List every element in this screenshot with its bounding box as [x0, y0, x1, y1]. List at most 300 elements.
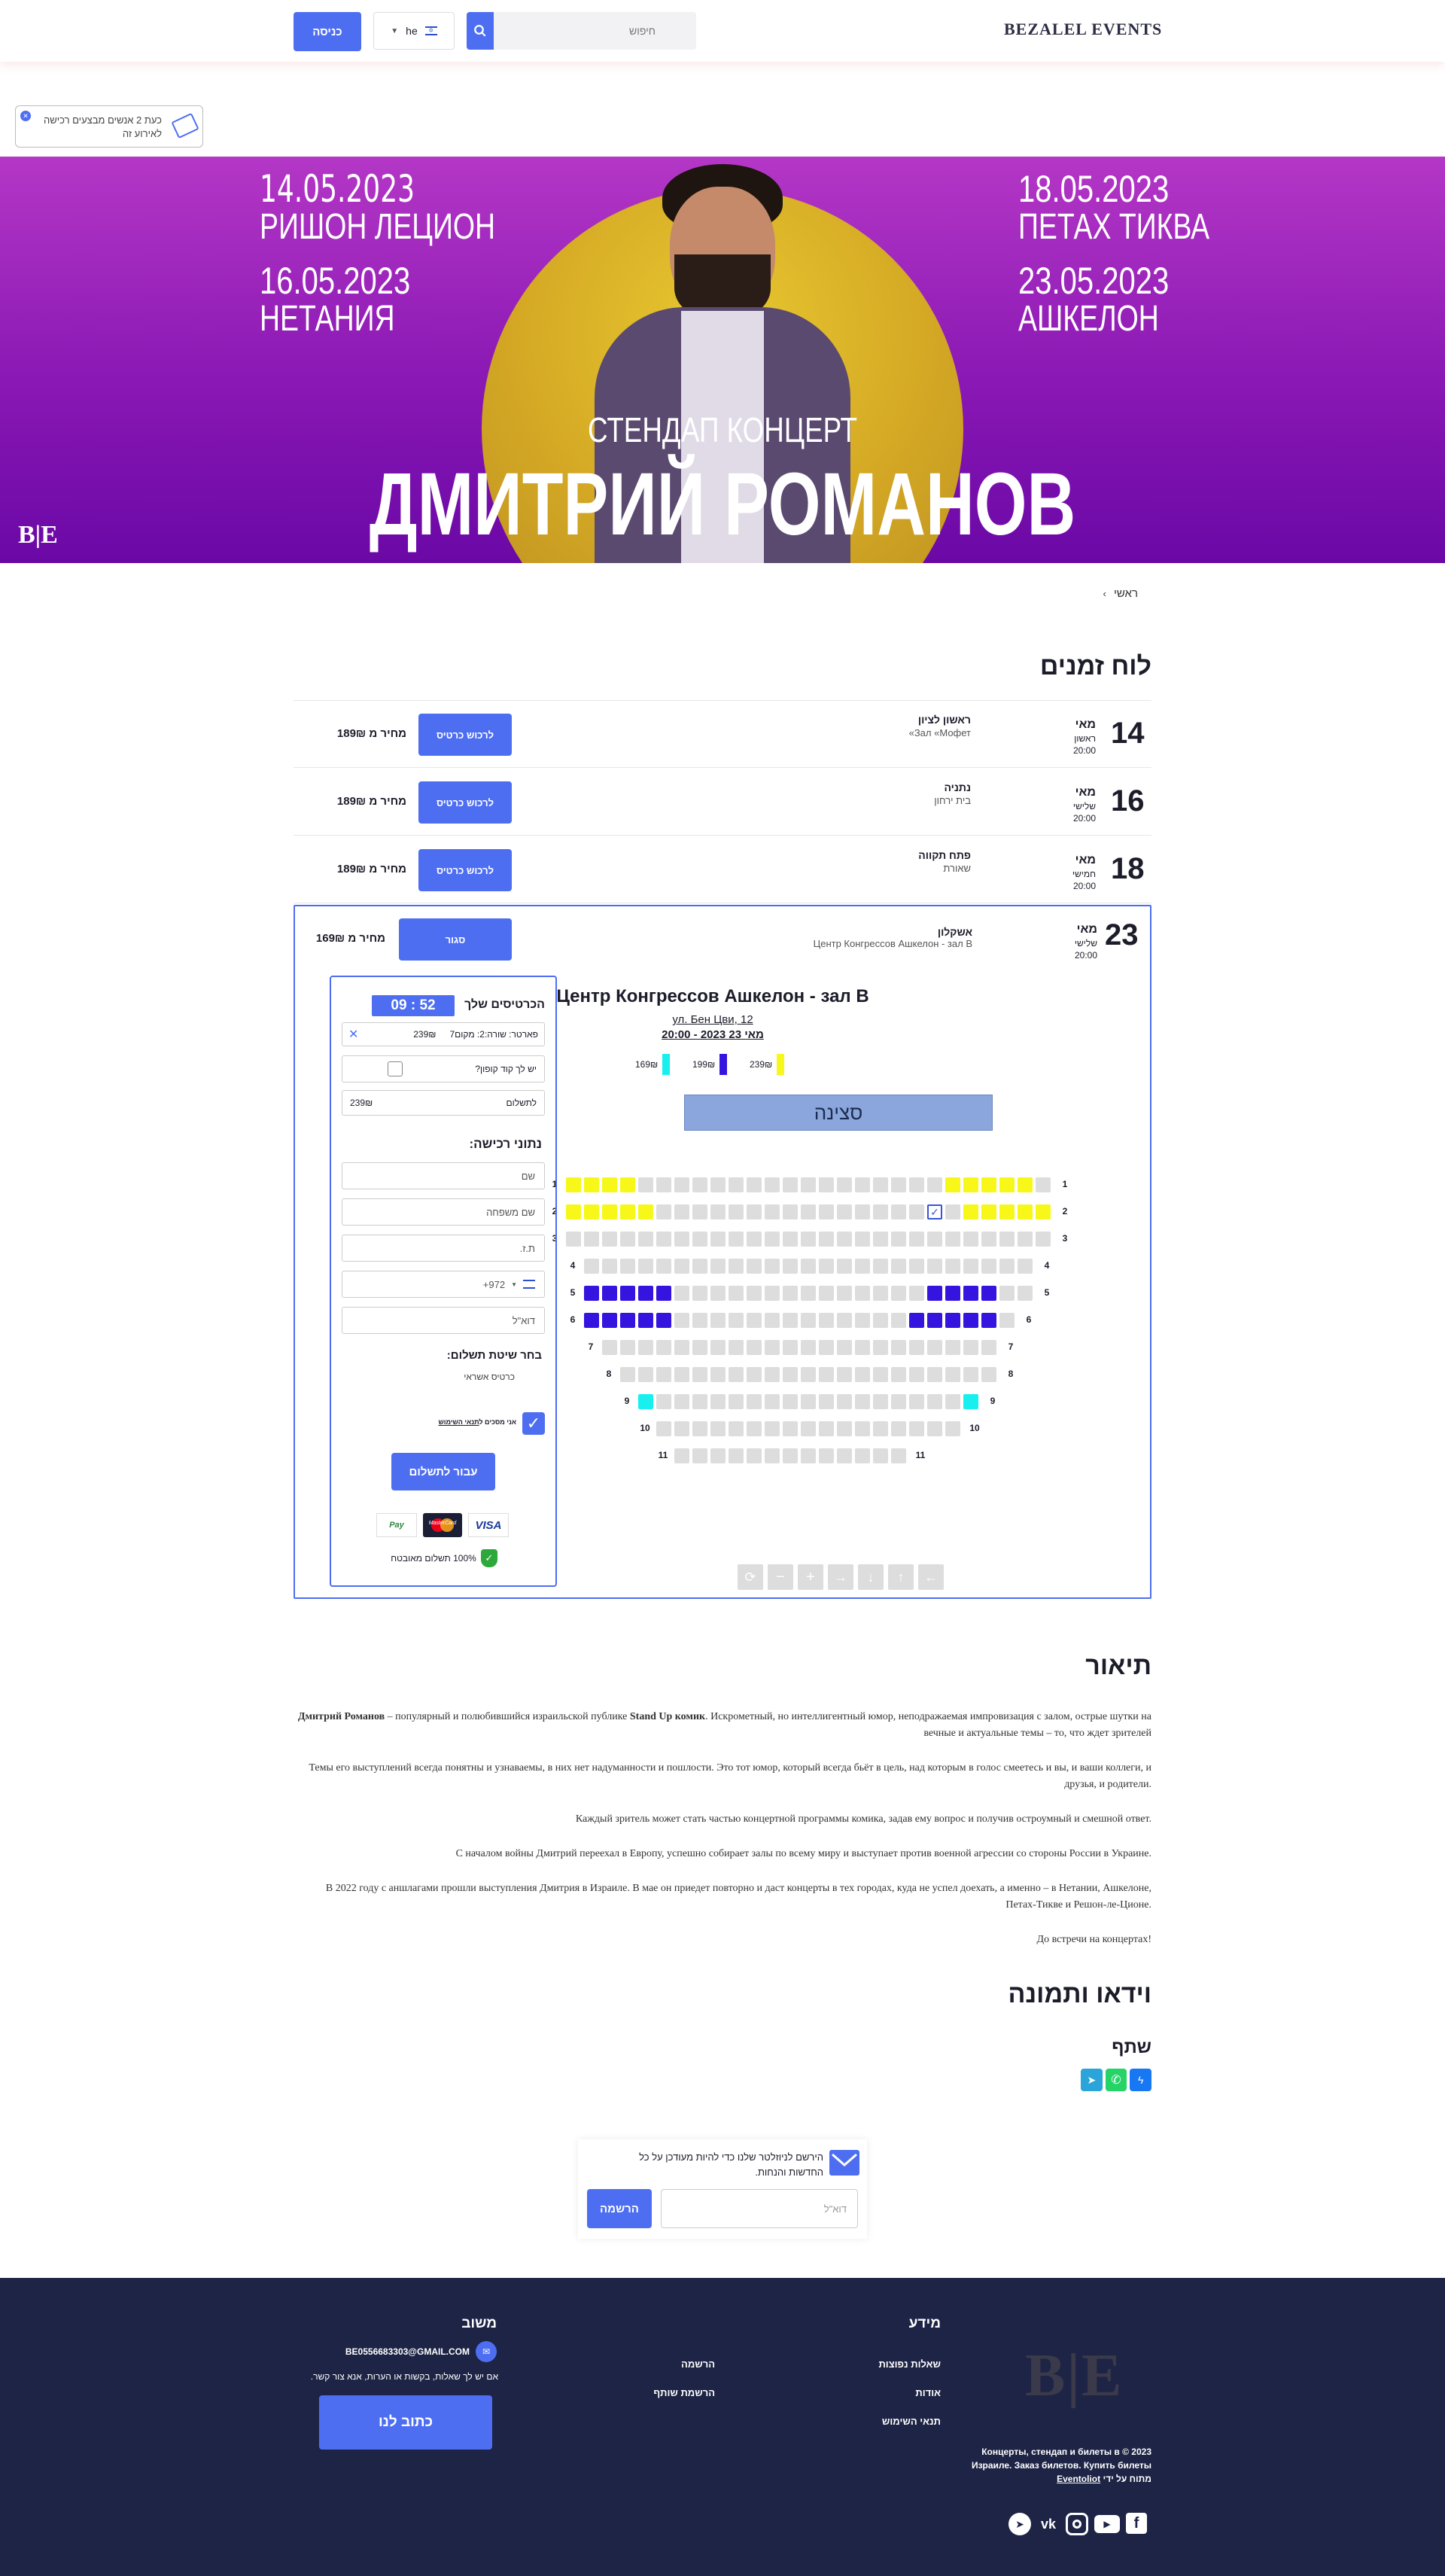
- seat[interactable]: [873, 1177, 888, 1192]
- seat[interactable]: [566, 1232, 581, 1247]
- seat[interactable]: [602, 1177, 617, 1192]
- seat[interactable]: [819, 1421, 834, 1436]
- seat[interactable]: [729, 1177, 744, 1192]
- seat[interactable]: [729, 1286, 744, 1301]
- seat[interactable]: [891, 1340, 906, 1355]
- seat[interactable]: [999, 1232, 1015, 1247]
- seat[interactable]: [620, 1367, 635, 1382]
- seat[interactable]: [855, 1421, 870, 1436]
- seat[interactable]: [638, 1259, 653, 1274]
- facebook-icon[interactable]: f: [1126, 2513, 1147, 2534]
- seat[interactable]: [783, 1367, 798, 1382]
- seat[interactable]: [747, 1177, 762, 1192]
- seat[interactable]: [638, 1204, 653, 1219]
- seat[interactable]: [620, 1340, 635, 1355]
- seat[interactable]: [692, 1367, 707, 1382]
- seat[interactable]: [783, 1421, 798, 1436]
- seat[interactable]: [747, 1367, 762, 1382]
- seat[interactable]: [620, 1259, 635, 1274]
- seat[interactable]: [909, 1232, 924, 1247]
- seat[interactable]: [981, 1232, 996, 1247]
- zoom-out-icon[interactable]: −: [768, 1564, 793, 1590]
- seat[interactable]: [837, 1177, 852, 1192]
- seat[interactable]: [765, 1204, 780, 1219]
- seat[interactable]: [656, 1232, 671, 1247]
- seat[interactable]: [747, 1340, 762, 1355]
- seat[interactable]: [891, 1448, 906, 1463]
- agree-checkbox[interactable]: ✓: [522, 1412, 545, 1435]
- seat[interactable]: [656, 1367, 671, 1382]
- seat[interactable]: [674, 1286, 689, 1301]
- seat[interactable]: [674, 1232, 689, 1247]
- seat[interactable]: [909, 1367, 924, 1382]
- seat[interactable]: [945, 1367, 960, 1382]
- seat[interactable]: [783, 1259, 798, 1274]
- whatsapp-icon[interactable]: ✆: [1106, 2069, 1127, 2091]
- seat[interactable]: [729, 1421, 744, 1436]
- seat[interactable]: [945, 1177, 960, 1192]
- last-name-field[interactable]: שם משפחה: [342, 1198, 545, 1226]
- seat[interactable]: [638, 1394, 653, 1409]
- seat[interactable]: [999, 1286, 1015, 1301]
- seat[interactable]: [819, 1232, 834, 1247]
- seat[interactable]: [674, 1448, 689, 1463]
- seat[interactable]: [891, 1421, 906, 1436]
- seat[interactable]: [873, 1340, 888, 1355]
- seat[interactable]: [710, 1313, 726, 1328]
- seat[interactable]: [801, 1177, 816, 1192]
- seat[interactable]: [710, 1259, 726, 1274]
- breadcrumb-home[interactable]: ראשי: [1114, 587, 1138, 600]
- seat[interactable]: [909, 1286, 924, 1301]
- seat[interactable]: [710, 1286, 726, 1301]
- seat[interactable]: [801, 1340, 816, 1355]
- language-selector[interactable]: [373, 12, 455, 50]
- seat[interactable]: [1018, 1286, 1033, 1301]
- seat[interactable]: [692, 1394, 707, 1409]
- seat[interactable]: [1018, 1232, 1033, 1247]
- seat[interactable]: [1018, 1177, 1033, 1192]
- footer-link[interactable]: אודות: [915, 2387, 941, 2398]
- seat[interactable]: [783, 1340, 798, 1355]
- seat[interactable]: [620, 1177, 635, 1192]
- seat[interactable]: [819, 1259, 834, 1274]
- instagram-icon[interactable]: [1066, 2513, 1088, 2535]
- seat[interactable]: [819, 1286, 834, 1301]
- seat[interactable]: [692, 1177, 707, 1192]
- search-button[interactable]: [467, 12, 494, 50]
- seat[interactable]: [638, 1232, 653, 1247]
- seat[interactable]: [981, 1313, 996, 1328]
- seat[interactable]: [765, 1259, 780, 1274]
- seat[interactable]: [674, 1421, 689, 1436]
- seat[interactable]: [765, 1367, 780, 1382]
- seat[interactable]: [729, 1313, 744, 1328]
- seat[interactable]: [801, 1448, 816, 1463]
- seat[interactable]: [873, 1367, 888, 1382]
- seat[interactable]: [891, 1259, 906, 1274]
- buy-ticket-button[interactable]: לרכוש כרטיס: [418, 781, 512, 824]
- seat[interactable]: [963, 1177, 978, 1192]
- seat[interactable]: [692, 1286, 707, 1301]
- seat[interactable]: [927, 1340, 942, 1355]
- seat[interactable]: [801, 1367, 816, 1382]
- row-label: 9: [990, 1396, 996, 1406]
- email-field[interactable]: דוא"ל: [342, 1307, 545, 1334]
- seat[interactable]: [981, 1259, 996, 1274]
- seat[interactable]: [729, 1394, 744, 1409]
- seat[interactable]: [963, 1232, 978, 1247]
- seat[interactable]: [909, 1340, 924, 1355]
- seat[interactable]: [873, 1286, 888, 1301]
- seat[interactable]: [656, 1259, 671, 1274]
- seat[interactable]: [747, 1448, 762, 1463]
- buy-ticket-button[interactable]: לרכוש כרטיס: [418, 849, 512, 891]
- arrow-left-icon[interactable]: ←: [918, 1564, 944, 1590]
- seat[interactable]: [891, 1313, 906, 1328]
- seat[interactable]: [692, 1421, 707, 1436]
- telegram-icon[interactable]: ➤: [1081, 2069, 1103, 2091]
- arrow-up-icon[interactable]: ↑: [888, 1564, 914, 1590]
- seat[interactable]: [819, 1367, 834, 1382]
- seat[interactable]: [729, 1448, 744, 1463]
- seat[interactable]: [656, 1313, 671, 1328]
- event-weekday: חמישי: [1072, 869, 1096, 879]
- seat[interactable]: [873, 1232, 888, 1247]
- seat[interactable]: [801, 1394, 816, 1409]
- messenger-icon[interactable]: ϟ: [1130, 2069, 1151, 2091]
- close-icon[interactable]: ✕: [20, 111, 31, 121]
- seat[interactable]: [963, 1394, 978, 1409]
- seat[interactable]: [999, 1177, 1015, 1192]
- seat[interactable]: [765, 1421, 780, 1436]
- seat[interactable]: [927, 1177, 942, 1192]
- seat[interactable]: [765, 1232, 780, 1247]
- seat[interactable]: [584, 1286, 599, 1301]
- seat[interactable]: [945, 1313, 960, 1328]
- seat[interactable]: [710, 1340, 726, 1355]
- seat[interactable]: [710, 1448, 726, 1463]
- seat[interactable]: [783, 1204, 798, 1219]
- seat[interactable]: [855, 1367, 870, 1382]
- buy-ticket-button[interactable]: לרכוש כרטיס: [418, 714, 512, 756]
- seat[interactable]: [927, 1421, 942, 1436]
- seat[interactable]: [891, 1367, 906, 1382]
- seat[interactable]: [945, 1259, 960, 1274]
- footer-link[interactable]: שאלות נפוצות: [878, 2358, 941, 2370]
- seat[interactable]: [873, 1204, 888, 1219]
- seat[interactable]: [729, 1232, 744, 1247]
- seat[interactable]: [837, 1340, 852, 1355]
- newsletter-email-input[interactable]: [661, 2189, 858, 2228]
- seat[interactable]: [945, 1204, 960, 1219]
- feedback-email[interactable]: BE0556683303@GMAIL.COM: [345, 2346, 470, 2357]
- seat[interactable]: [873, 1448, 888, 1463]
- first-name-field[interactable]: שם: [342, 1162, 545, 1189]
- seat[interactable]: [566, 1177, 581, 1192]
- seat[interactable]: [656, 1286, 671, 1301]
- seat[interactable]: [692, 1340, 707, 1355]
- proceed-payment-button[interactable]: עבור לתשלום: [391, 1453, 495, 1490]
- seat[interactable]: [638, 1313, 653, 1328]
- seat[interactable]: [765, 1340, 780, 1355]
- seat[interactable]: [855, 1313, 870, 1328]
- seat[interactable]: [638, 1286, 653, 1301]
- vk-icon[interactable]: vk: [1040, 2516, 1057, 2532]
- seat[interactable]: [747, 1232, 762, 1247]
- seat[interactable]: [674, 1313, 689, 1328]
- seat[interactable]: [801, 1259, 816, 1274]
- seat[interactable]: [837, 1421, 852, 1436]
- seat[interactable]: [710, 1204, 726, 1219]
- seat[interactable]: [837, 1232, 852, 1247]
- seat[interactable]: [656, 1394, 671, 1409]
- seat[interactable]: [891, 1204, 906, 1219]
- seat[interactable]: [602, 1340, 617, 1355]
- write-us-button[interactable]: כתוב לנו: [319, 2395, 492, 2450]
- seat[interactable]: [963, 1204, 978, 1219]
- seat[interactable]: [891, 1177, 906, 1192]
- seat[interactable]: [927, 1394, 942, 1409]
- seat[interactable]: [602, 1313, 617, 1328]
- seat[interactable]: [873, 1421, 888, 1436]
- seat[interactable]: [963, 1286, 978, 1301]
- seat[interactable]: [909, 1421, 924, 1436]
- seat[interactable]: [674, 1177, 689, 1192]
- footer-link[interactable]: תנאי השימוש: [881, 2416, 941, 2427]
- footer-link[interactable]: הרשמת שותף: [653, 2387, 715, 2398]
- seat[interactable]: [801, 1204, 816, 1219]
- seat[interactable]: [783, 1313, 798, 1328]
- seat[interactable]: [855, 1204, 870, 1219]
- seat[interactable]: [602, 1286, 617, 1301]
- seat[interactable]: [747, 1313, 762, 1328]
- seat[interactable]: [1036, 1204, 1051, 1219]
- seat[interactable]: [765, 1448, 780, 1463]
- seat[interactable]: [638, 1177, 653, 1192]
- seat[interactable]: [638, 1340, 653, 1355]
- seat[interactable]: [873, 1313, 888, 1328]
- seat[interactable]: [909, 1394, 924, 1409]
- seat[interactable]: [584, 1204, 599, 1219]
- seat[interactable]: [1036, 1232, 1051, 1247]
- seat[interactable]: [855, 1286, 870, 1301]
- seat[interactable]: [945, 1421, 960, 1436]
- seat[interactable]: [674, 1204, 689, 1219]
- terms-link[interactable]: תנאי השימוש: [438, 1418, 479, 1426]
- hall-address[interactable]: ул. Бен Цви, 12: [672, 1013, 753, 1026]
- seat[interactable]: [819, 1204, 834, 1219]
- seat[interactable]: [710, 1232, 726, 1247]
- seat[interactable]: [747, 1259, 762, 1274]
- seat[interactable]: [981, 1340, 996, 1355]
- seat[interactable]: [927, 1367, 942, 1382]
- seat[interactable]: [674, 1259, 689, 1274]
- seat[interactable]: [729, 1259, 744, 1274]
- seat[interactable]: [963, 1340, 978, 1355]
- seat[interactable]: [620, 1286, 635, 1301]
- seat[interactable]: [855, 1394, 870, 1409]
- reset-icon[interactable]: ⟳: [738, 1564, 763, 1590]
- seat[interactable]: [783, 1286, 798, 1301]
- seat[interactable]: [620, 1313, 635, 1328]
- seat[interactable]: [710, 1177, 726, 1192]
- seat[interactable]: [927, 1204, 942, 1219]
- seat[interactable]: [891, 1232, 906, 1247]
- seat[interactable]: [620, 1204, 635, 1219]
- seat[interactable]: [765, 1394, 780, 1409]
- seat[interactable]: [801, 1421, 816, 1436]
- seat[interactable]: [710, 1421, 726, 1436]
- seat[interactable]: [999, 1204, 1015, 1219]
- seat[interactable]: [1018, 1259, 1033, 1274]
- seat[interactable]: [747, 1286, 762, 1301]
- phone-field[interactable]: [342, 1271, 545, 1298]
- seat[interactable]: [819, 1177, 834, 1192]
- seat[interactable]: [945, 1340, 960, 1355]
- seat[interactable]: [981, 1367, 996, 1382]
- seat[interactable]: [602, 1204, 617, 1219]
- seat[interactable]: [584, 1259, 599, 1274]
- seat[interactable]: [765, 1286, 780, 1301]
- seat[interactable]: [656, 1177, 671, 1192]
- seat[interactable]: [783, 1394, 798, 1409]
- seat[interactable]: [927, 1259, 942, 1274]
- seat[interactable]: [783, 1232, 798, 1247]
- seat[interactable]: [783, 1177, 798, 1192]
- seat[interactable]: [819, 1340, 834, 1355]
- seat[interactable]: [927, 1232, 942, 1247]
- seat[interactable]: [855, 1259, 870, 1274]
- seat[interactable]: [891, 1286, 906, 1301]
- seat[interactable]: [819, 1313, 834, 1328]
- seat[interactable]: [999, 1259, 1015, 1274]
- seat[interactable]: [1036, 1177, 1051, 1192]
- seat[interactable]: [945, 1232, 960, 1247]
- seat[interactable]: [837, 1367, 852, 1382]
- seat[interactable]: [620, 1232, 635, 1247]
- made-by-link[interactable]: Eventoliot: [1057, 2474, 1101, 2484]
- breadcrumb[interactable]: [1024, 587, 1138, 600]
- seat[interactable]: [765, 1313, 780, 1328]
- seat[interactable]: [729, 1367, 744, 1382]
- seat[interactable]: [909, 1259, 924, 1274]
- seat[interactable]: [729, 1204, 744, 1219]
- seat[interactable]: [656, 1204, 671, 1219]
- seat[interactable]: [801, 1313, 816, 1328]
- seat[interactable]: [837, 1448, 852, 1463]
- seat[interactable]: [945, 1286, 960, 1301]
- seat[interactable]: [710, 1367, 726, 1382]
- seat[interactable]: [710, 1394, 726, 1409]
- seat[interactable]: [873, 1394, 888, 1409]
- seat[interactable]: [963, 1313, 978, 1328]
- search-icon: [473, 24, 487, 38]
- seat[interactable]: [837, 1313, 852, 1328]
- seat[interactable]: [584, 1177, 599, 1192]
- newsletter-submit-button[interactable]: הרשמה: [587, 2189, 652, 2228]
- coupon-checkbox[interactable]: [388, 1061, 403, 1076]
- telegram-icon[interactable]: ➤: [1008, 2513, 1031, 2535]
- seat[interactable]: [801, 1286, 816, 1301]
- seat[interactable]: [674, 1340, 689, 1355]
- seat[interactable]: [692, 1448, 707, 1463]
- id-field[interactable]: ת.ז.: [342, 1235, 545, 1262]
- zoom-in-icon[interactable]: +: [798, 1564, 823, 1590]
- site-logo[interactable]: BEZALEL EVENTS: [1004, 20, 1163, 38]
- seat[interactable]: [747, 1421, 762, 1436]
- seat[interactable]: [909, 1313, 924, 1328]
- seat[interactable]: [837, 1394, 852, 1409]
- seat[interactable]: [981, 1286, 996, 1301]
- seat[interactable]: [981, 1204, 996, 1219]
- seat[interactable]: [674, 1367, 689, 1382]
- seat[interactable]: [783, 1448, 798, 1463]
- seat[interactable]: [855, 1177, 870, 1192]
- seat[interactable]: [927, 1313, 942, 1328]
- seat[interactable]: [1018, 1204, 1033, 1219]
- seat[interactable]: [602, 1232, 617, 1247]
- seat[interactable]: [566, 1204, 581, 1219]
- seat[interactable]: [999, 1313, 1015, 1328]
- seat[interactable]: [747, 1204, 762, 1219]
- seat[interactable]: [638, 1367, 653, 1382]
- seat[interactable]: [855, 1340, 870, 1355]
- cart-ticket-row: [342, 1022, 545, 1046]
- seat[interactable]: [945, 1394, 960, 1409]
- arrow-right-icon[interactable]: →: [828, 1564, 853, 1590]
- seat[interactable]: [837, 1259, 852, 1274]
- remove-ticket-icon[interactable]: ✕: [348, 1028, 359, 1041]
- seat[interactable]: [729, 1340, 744, 1355]
- seat[interactable]: [674, 1394, 689, 1409]
- seat[interactable]: [692, 1313, 707, 1328]
- seat[interactable]: [801, 1232, 816, 1247]
- seat[interactable]: [819, 1448, 834, 1463]
- seat[interactable]: [765, 1177, 780, 1192]
- footer-link[interactable]: הרשמה: [681, 2358, 715, 2370]
- seat[interactable]: [656, 1421, 671, 1436]
- seat[interactable]: [891, 1394, 906, 1409]
- seat[interactable]: [819, 1394, 834, 1409]
- login-button[interactable]: כניסה: [294, 12, 361, 51]
- seat[interactable]: [963, 1367, 978, 1382]
- close-event-button[interactable]: סגור: [399, 918, 512, 961]
- seat[interactable]: [855, 1232, 870, 1247]
- youtube-icon[interactable]: ▶: [1094, 2515, 1120, 2533]
- seat[interactable]: [873, 1259, 888, 1274]
- seat[interactable]: [584, 1232, 599, 1247]
- seat[interactable]: [747, 1394, 762, 1409]
- seat[interactable]: [981, 1177, 996, 1192]
- seat[interactable]: [837, 1204, 852, 1219]
- seat[interactable]: [656, 1340, 671, 1355]
- seat[interactable]: [692, 1204, 707, 1219]
- search-input[interactable]: [467, 12, 666, 50]
- payment-method[interactable]: כרטיס אשראי: [464, 1372, 515, 1382]
- seat[interactable]: [927, 1286, 942, 1301]
- seat[interactable]: [692, 1259, 707, 1274]
- seat[interactable]: [909, 1204, 924, 1219]
- arrow-down-icon[interactable]: ↓: [858, 1564, 884, 1590]
- seat[interactable]: [837, 1286, 852, 1301]
- seat[interactable]: [909, 1177, 924, 1192]
- seat[interactable]: [963, 1259, 978, 1274]
- seat[interactable]: [584, 1313, 599, 1328]
- seat[interactable]: [602, 1259, 617, 1274]
- seat[interactable]: [692, 1232, 707, 1247]
- seat[interactable]: [855, 1448, 870, 1463]
